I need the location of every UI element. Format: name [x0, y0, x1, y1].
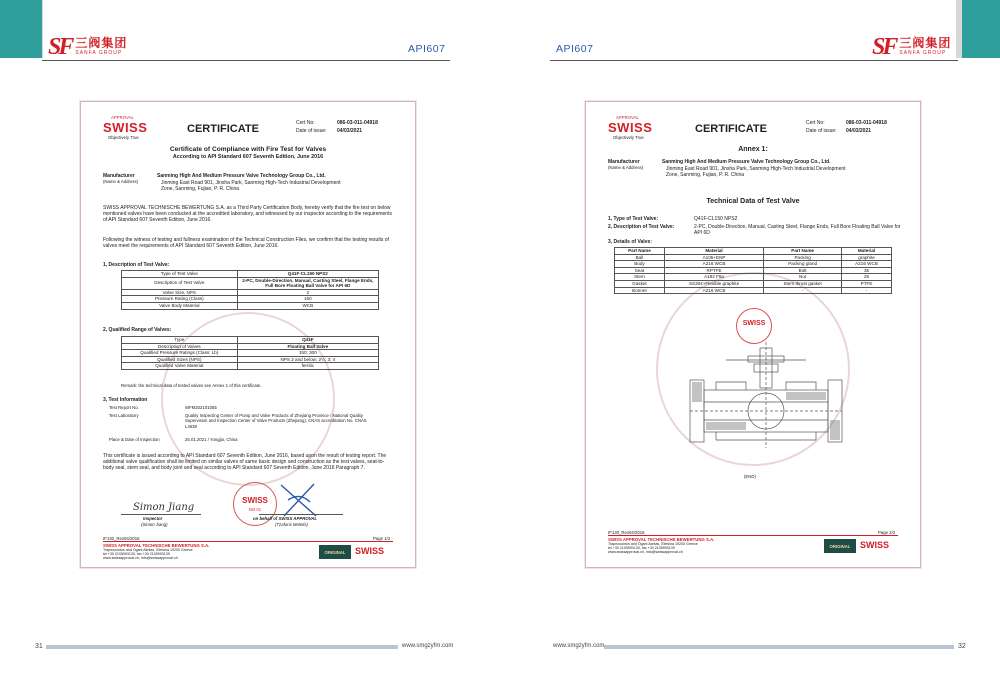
end-label: (END): [744, 474, 756, 479]
test-valve-row: [122, 302, 379, 309]
test-valve-row: [122, 271, 379, 278]
manufacturer-name: Sanming High And Medium Pressure Valve Technology Group Co., Ltd.: [662, 159, 831, 165]
section-3-title: 3, Test Information: [103, 397, 148, 403]
right-logo: [872, 36, 951, 58]
page-ref: Page 2/2: [878, 530, 896, 535]
details-cell: A182 F6a: [664, 274, 763, 281]
test-valve-cell: Pressure Rating (Class): [122, 296, 238, 303]
details-cell: Nut: [764, 274, 842, 281]
details-label: 3, Details of Valve:: [608, 239, 652, 245]
report-no: WFM202101055: [185, 405, 217, 410]
certificate-title: CERTIFICATE: [695, 123, 767, 135]
manufacturer-label: Manufacturer: [103, 173, 135, 179]
test-valve-row: [122, 296, 379, 303]
logo-en-text: SANFA GROUP: [899, 50, 947, 56]
lab-label: Test Laboratory: [109, 413, 139, 418]
details-cell: Ball: [615, 254, 665, 261]
details-cell: Body: [615, 261, 665, 268]
qualified-range-row: [122, 343, 379, 350]
right-certificate: [585, 101, 921, 568]
details-row: [615, 267, 892, 274]
qualified-range-cell: Qualified Pressure Ratings (Class: Lb): [122, 350, 238, 357]
details-cell: A105+ENP: [664, 254, 763, 261]
form-code: IF130_Rev04/2016: [103, 536, 140, 541]
company-footer: SWISS APPROVAL TECHNISCHE BEWERTUNG S.A.: [608, 537, 715, 542]
manufacturer-name: Sanming High And Medium Pressure Valve Technology Group Co., Ltd.: [157, 173, 326, 179]
left-logo: [48, 36, 127, 58]
qualified-range-cell: Qualified Valve Material: [122, 363, 238, 370]
details-header-cell: Part Name: [764, 248, 842, 255]
test-valve-cell: Q41F-CL150 NPS2: [237, 271, 378, 278]
details-cell: 35: [842, 267, 892, 274]
signature-line-2: [259, 514, 343, 515]
lab-text: Quality Inspecting Center of Pump and Valve Products of Zhejiang Province / National Quality Supervision and Inspection Center of Valve Products (Zhejiang), CNAS accreditation No. CNAS L4638: [185, 413, 367, 429]
details-cell: Bolt: [764, 267, 842, 274]
approval-label: APPROVAL: [616, 115, 639, 120]
web-footer: www.swissapproval.ch, info@swissapproval.ch: [608, 550, 683, 554]
remark: Remark: the technical data of tested valves see Annex 1 of this certificate.: [121, 383, 262, 388]
details-row: [615, 261, 892, 268]
manufacturer-addr1: Jinming East Road 901, Jinsha Park, Sanming High-Tech Industrial Development: [666, 166, 846, 172]
details-header-cell: Material: [842, 248, 892, 255]
manufacturer-sub: (Name & Address): [103, 179, 139, 184]
logo-cn-text: 三阀集团: [75, 36, 128, 50]
details-cell: SS304+Flexible graphite: [664, 280, 763, 287]
type-label: 1, Type of Test Valve:: [608, 216, 659, 222]
test-valve-cell: 150: [237, 296, 378, 303]
qualified-range-cell: Q41F: [237, 337, 378, 344]
details-row: [615, 280, 892, 287]
valve-details-table: [614, 247, 892, 294]
swiss-footer-logo: SWISS: [860, 540, 890, 550]
issue-label: Date of issue:: [806, 128, 837, 134]
swiss-logo: SWISS: [608, 120, 653, 135]
sanfa-logo-mark: SF: [48, 34, 72, 60]
valve-cross-section-drawing: [686, 338, 846, 468]
test-valve-cell: Type of Test Valve: [122, 271, 238, 278]
desc-value: 2-PC, Double-Direction, Manual, Casting Steel, Flange Ends, Full Bore Floating Ball Valve for API 6D: [694, 224, 901, 236]
details-cell: Gasket: [615, 280, 665, 287]
sanfa-logo-mark: SF: [872, 34, 896, 60]
right-page-title: API607: [556, 43, 594, 55]
details-row: [615, 274, 892, 281]
details-row: [615, 254, 892, 261]
report-label: Test Report No.: [109, 405, 139, 410]
footer-rule: [103, 541, 393, 542]
details-cell: PTFE: [842, 280, 892, 287]
original-badge-text: ORIGINAL: [829, 544, 851, 549]
signature-line: [121, 514, 201, 515]
certificate-title: CERTIFICATE: [187, 123, 259, 135]
web-footer: www.swissapproval.ch, info@swissapproval.ch: [103, 556, 178, 560]
qualified-range-cell: Qualified Sizes (NPS): [122, 356, 238, 363]
swiss-logo: SWISS: [103, 120, 148, 135]
place-label: Place & Date of Inspection: [109, 437, 160, 442]
details-cell: Packing gland: [764, 261, 842, 268]
paragraph-2: Following the witness of testing and fullness examination of the Technical Construction Files, we confirm that the testing results of valves meet the requirements of API Standard 607 Seventh Edition, June 2016.: [103, 237, 389, 249]
test-valve-cell: Valve Size, NPS: [122, 289, 238, 296]
details-cell: Stem: [615, 274, 665, 281]
qualified-range-cell: 150; 300: [237, 350, 378, 357]
top-left-color-band: [0, 0, 42, 58]
qualified-range-row: [122, 350, 379, 357]
cert-no: 086-03-011-04918: [337, 120, 378, 126]
details-header-cell: Part Name: [615, 248, 665, 255]
logo-en-text: SANFA GROUP: [75, 50, 123, 56]
cert-no: 086-03-011-04918: [846, 120, 887, 126]
paragraph-3: This certificate is issued according to API Standard 607 Seventh Edition, June 2016, based upon the result of testing report. The additional valve qualification shall be limited on similar valves of same basic design and construction as the test valves, seat-to-body seal, stem seal, and body joint and seal according to API Standard 607 Seventh Edition, June 2016 Paragraph 7.: [103, 453, 387, 471]
right-header-rule: [550, 60, 958, 61]
qualified-range-cell: Type: [122, 337, 238, 344]
heading-1: Certificate of Compliance with Fire Test for Valves: [169, 146, 327, 153]
cert-no-label: Cert No:: [296, 120, 315, 126]
annex-title: Annex 1:: [738, 146, 768, 153]
qualified-range-cell: Floating Ball Valve: [237, 343, 378, 350]
manufacturer-addr2: Zone, Sanming, Fujian, P. R. China: [666, 172, 745, 178]
original-badge-text: ORIGINAL: [324, 550, 346, 555]
details-cell: 25: [842, 274, 892, 281]
left-footer-bar: [46, 645, 398, 649]
details-cell: A216 WCB: [842, 261, 892, 268]
stamp-text: SWISS: [242, 496, 268, 505]
original-badge: [824, 539, 856, 553]
issue-date: 04/03/2021: [846, 128, 872, 134]
tagline: Objectively True: [613, 135, 644, 140]
desc-label: 2, Description of Test Valve:: [608, 224, 675, 230]
qualified-range-cell: NPS 2 and below; 2½; 3; 4: [237, 356, 378, 363]
qualified-range-cell: Description of Valves: [122, 343, 238, 350]
inspector-signature: Simon Jiang: [133, 502, 195, 513]
heading-2: According to API Standard 607 Seventh Edition, June 2016: [172, 154, 324, 160]
stamp-sub: NO.01: [248, 507, 262, 512]
details-cell: -: [842, 287, 892, 294]
manufacturer-sub: (Name & Address): [608, 165, 644, 170]
details-cell: -: [764, 287, 842, 294]
qualified-range-table: [121, 336, 379, 370]
stamp-text: SWISS: [742, 320, 766, 327]
right-footer-bar: [604, 645, 954, 649]
manufacturer-addr2: Zone, Sanming, Fujian, P. R. China: [161, 186, 240, 192]
logo-cn-text: 三阀集团: [899, 36, 952, 50]
details-row: [615, 287, 892, 294]
left-page-title: API607: [408, 43, 446, 55]
test-valve-table: [121, 270, 379, 310]
tel-footer: tel +30 2105993130, fax +30 2105993139: [608, 546, 675, 550]
inspector-name: (Simon Jiang): [141, 522, 168, 527]
inspector-role: Inspector: [143, 516, 163, 521]
approval-label: APPROVAL: [111, 115, 134, 120]
left-page-number: 31: [35, 643, 43, 650]
qualified-range-cell: ferritic: [237, 363, 378, 370]
tagline: Objectively True: [108, 135, 139, 140]
qualified-range-row: [122, 363, 379, 370]
company-footer: SWISS APPROVAL TECHNISCHE BEWERTUNG S.A.: [103, 543, 210, 548]
details-cell: Bonnet: [615, 287, 665, 294]
page-ref: Page 1/2: [373, 536, 391, 541]
test-valve-row: [122, 277, 379, 289]
qualified-range-row: [122, 356, 379, 363]
details-cell: Seat: [615, 267, 665, 274]
approval-role: on behalf of SWISS APPROVAL: [253, 516, 317, 521]
manufacturer-label: Manufacturer: [608, 159, 640, 165]
details-cell: Stem thrust gasket: [764, 280, 842, 287]
original-badge: [319, 545, 351, 559]
issue-label: Date of issue:: [296, 128, 327, 134]
section-2-title: 2, Qualified Range of Valves:: [103, 327, 172, 333]
manufacturer-addr1: Jinming East Road 901, Jinsha Park, Sanming High-Tech Industrial Development: [161, 180, 341, 186]
test-valve-cell: 2-PC, Double-Direction, Manual, Casting Steel, Flange Ends, Full Bore Floating Ball Valve for API 6D: [237, 277, 378, 289]
type-value: Q41F-CL150 NPS2: [694, 216, 738, 222]
left-footer-url[interactable]: www.smgzyfm.com: [402, 643, 454, 649]
section-1-title: 1, Description of Test Valve:: [103, 262, 170, 268]
paragraph-1: SWISS APPROVAL TECHNISCHE BEWERTUNG S.A. as a Third Party Certification Body, hereby verify that the fire test on below mentioned valves have been conducted at the accredited laboratory, and witnessed by our inspector according to the requirements of API Standard 607 Seventh Edition, June 2016.: [103, 205, 392, 223]
issue-date: 04/03/2021: [337, 128, 363, 134]
right-page-number: 32: [958, 643, 966, 650]
cert-no-label: Cert No:: [806, 120, 825, 126]
top-right-color-band: [962, 0, 1000, 58]
approval-name: (Tzafaris Meletis): [275, 522, 308, 527]
test-valve-row: [122, 289, 379, 296]
test-valve-cell: WCB: [237, 302, 378, 309]
swiss-footer-logo: SWISS: [355, 546, 385, 556]
addr-footer: Trapezountos and Ogani Akritas, Elefsina 19200 Greece: [608, 542, 698, 546]
test-valve-cell: 2: [237, 289, 378, 296]
test-valve-cell: Description of Test Valve: [122, 277, 238, 289]
details-cell: RPTFE: [664, 267, 763, 274]
details-cell: A216 WCB: [664, 261, 763, 268]
left-certificate: [80, 101, 416, 568]
details-header-row: [615, 248, 892, 255]
place-text: 25.01.2021 / Yongjia, China: [185, 437, 238, 442]
details-cell: graphite: [842, 254, 892, 261]
details-header-cell: Material: [664, 248, 763, 255]
test-valve-cell: Valve Body Material: [122, 302, 238, 309]
qualified-range-row: [122, 337, 379, 344]
footer-rule: [608, 535, 898, 536]
right-footer-url[interactable]: www.smgzyfm.com: [553, 643, 605, 649]
tech-data-title: Technical Data of Test Valve: [706, 198, 800, 205]
left-header-rule: [42, 60, 450, 61]
details-cell: A216 WCB: [664, 287, 763, 294]
form-code: IF130_Rev04/2016: [608, 530, 645, 535]
top-left-divider: [42, 0, 43, 58]
addr-footer: Trapezountos and Ogani Akritas, Elefsina 19200 Greece: [103, 548, 193, 552]
tel-footer: tel +30 2105993130, fax +30 2105993139: [103, 552, 170, 556]
details-cell: Packing: [764, 254, 842, 261]
